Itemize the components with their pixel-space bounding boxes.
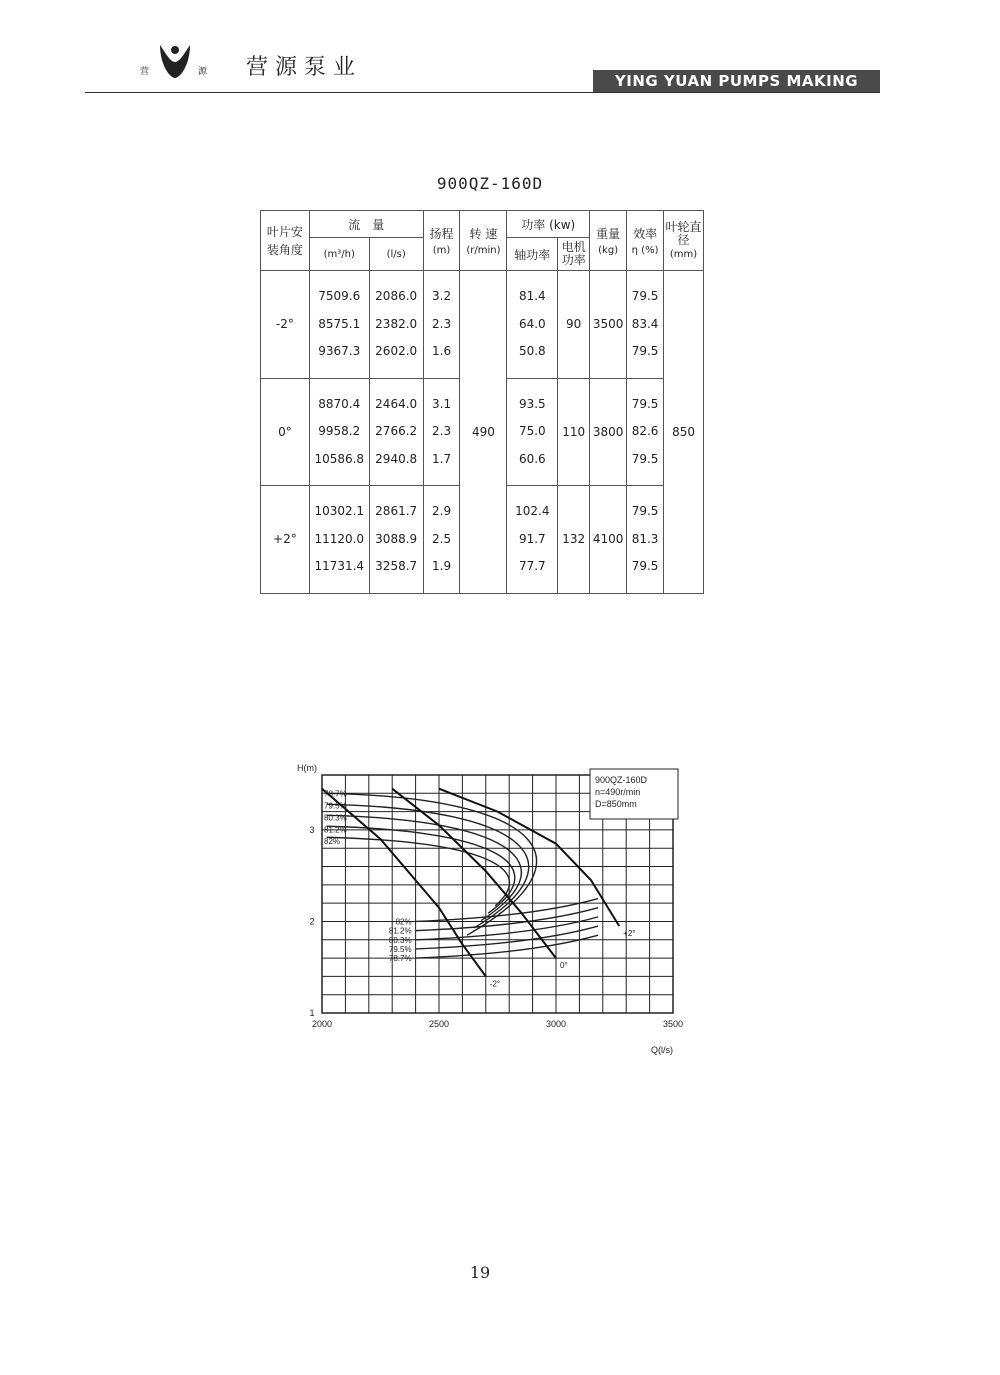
impeller-cell: 850: [664, 271, 704, 594]
efficiency-curve-lower: [416, 908, 599, 931]
blade-angle-cell: +2°: [261, 486, 310, 594]
hq-curve-label: +2°: [623, 929, 636, 939]
header-power: 功率 (kw): [507, 211, 590, 238]
blade-angle-cell: 0°: [261, 378, 310, 486]
efficiency-curve-upper: [327, 815, 522, 920]
flow-m3h-cell: 7509.6 8575.1 9367.3: [309, 271, 369, 379]
efficiency-label-upper: 82%: [324, 837, 341, 847]
shaft-power-cell: 93.5 75.0 60.6: [507, 378, 558, 486]
weight-cell: 3500: [590, 271, 627, 379]
brand-name-cn: 营源泵业: [246, 55, 363, 80]
weight-cell: 3800: [590, 378, 627, 486]
info-box-line: n=490r/min: [595, 787, 641, 797]
header-speed: 转 速 (r/min): [460, 211, 507, 271]
head-cell: 3.2 2.3 1.6: [423, 271, 460, 379]
company-logo: [140, 40, 210, 82]
y-tick-label: 3: [309, 824, 315, 835]
info-box-line: 900QZ-160D: [595, 775, 648, 785]
header-motor-power: 电机功率: [558, 238, 590, 271]
weight-cell: 4100: [590, 486, 627, 594]
efficiency-curve-lower: [416, 899, 599, 922]
hq-curve-label: -2°: [489, 979, 501, 989]
motor-power-cell: 132: [558, 486, 590, 594]
efficiency-label-upper: 80.3%: [324, 813, 347, 823]
hq-curve-label: 0°: [560, 961, 568, 971]
flow-m3h-cell: 8870.4 9958.2 10586.8: [309, 378, 369, 486]
efficiency-curve-upper: [327, 826, 515, 913]
brand-name-en: YING YUAN PUMPS MAKING: [593, 70, 880, 93]
efficiency-cell: 79.5 82.6 79.5: [627, 378, 664, 486]
efficiency-label-lower: 81.2%: [388, 926, 412, 936]
y-tick-label: 2: [309, 916, 315, 927]
speed-cell: 490: [460, 271, 507, 594]
hq-curve-line: [392, 789, 556, 958]
header-head: 扬程 (m): [423, 211, 460, 271]
efficiency-label-upper: 78.7%: [324, 789, 347, 799]
x-axis-label: Q(l/s): [651, 1045, 673, 1055]
info-box-line: D=850mm: [595, 799, 637, 809]
efficiency-label-upper: 81.2%: [324, 825, 347, 835]
efficiency-label-upper: 79.5%: [324, 801, 347, 811]
model-title: 900QZ-160D: [436, 174, 544, 193]
header-weight: 重量 (kg): [590, 211, 627, 271]
page-header: [0, 0, 1000, 100]
motor-power-cell: 110: [558, 378, 590, 486]
efficiency-cell: 79.5 81.3 79.5: [627, 486, 664, 594]
y-axis-label: H(m): [297, 763, 317, 773]
head-cell: 2.9 2.5 1.9: [423, 486, 460, 594]
header-flow: 流 量: [309, 211, 423, 238]
header-efficiency: 效率 η (%): [627, 211, 664, 271]
spec-table: [260, 210, 704, 594]
header-rule: [85, 92, 880, 93]
header-blade-angle: 叶片安装角度: [261, 211, 310, 271]
x-tick-label: 2500: [428, 1019, 450, 1029]
efficiency-label-lower: 82%: [395, 917, 412, 927]
header-flow-m3h: (m³/h): [309, 238, 369, 271]
efficiency-label-lower: 80.3%: [388, 935, 412, 945]
shaft-power-cell: 102.4 91.7 77.7: [507, 486, 558, 594]
table-row: [261, 271, 704, 379]
logo-char-right: 源: [198, 67, 208, 77]
shaft-power-cell: 81.4 64.0 50.8: [507, 271, 558, 379]
efficiency-cell: 79.5 83.4 79.5: [627, 271, 664, 379]
x-tick-label: 2000: [311, 1019, 333, 1029]
flow-ls-cell: 2861.7 3088.9 3258.7: [369, 486, 423, 594]
page-number: 19: [469, 1263, 491, 1282]
flow-ls-cell: 2086.0 2382.0 2602.0: [369, 271, 423, 379]
efficiency-label-lower: 78.7%: [388, 954, 412, 964]
head-cell: 3.1 2.3 1.7: [423, 378, 460, 486]
blade-angle-cell: -2°: [261, 271, 310, 379]
x-tick-label: 3000: [545, 1019, 567, 1029]
header-impeller: 叶轮直径 (mm): [664, 211, 704, 271]
performance-chart: [285, 755, 705, 1065]
x-tick-label: 3500: [662, 1019, 684, 1029]
y-tick-label: 1: [309, 1008, 315, 1018]
motor-power-cell: 90: [558, 271, 590, 379]
flow-ls-cell: 2464.0 2766.2 2940.8: [369, 378, 423, 486]
flow-m3h-cell: 10302.1 11120.0 11731.4: [309, 486, 369, 594]
header-shaft-power: 轴功率: [507, 238, 558, 271]
logo-char-left: 营: [140, 67, 150, 77]
efficiency-label-lower: 79.5%: [388, 944, 412, 954]
header-flow-ls: (l/s): [369, 238, 423, 271]
